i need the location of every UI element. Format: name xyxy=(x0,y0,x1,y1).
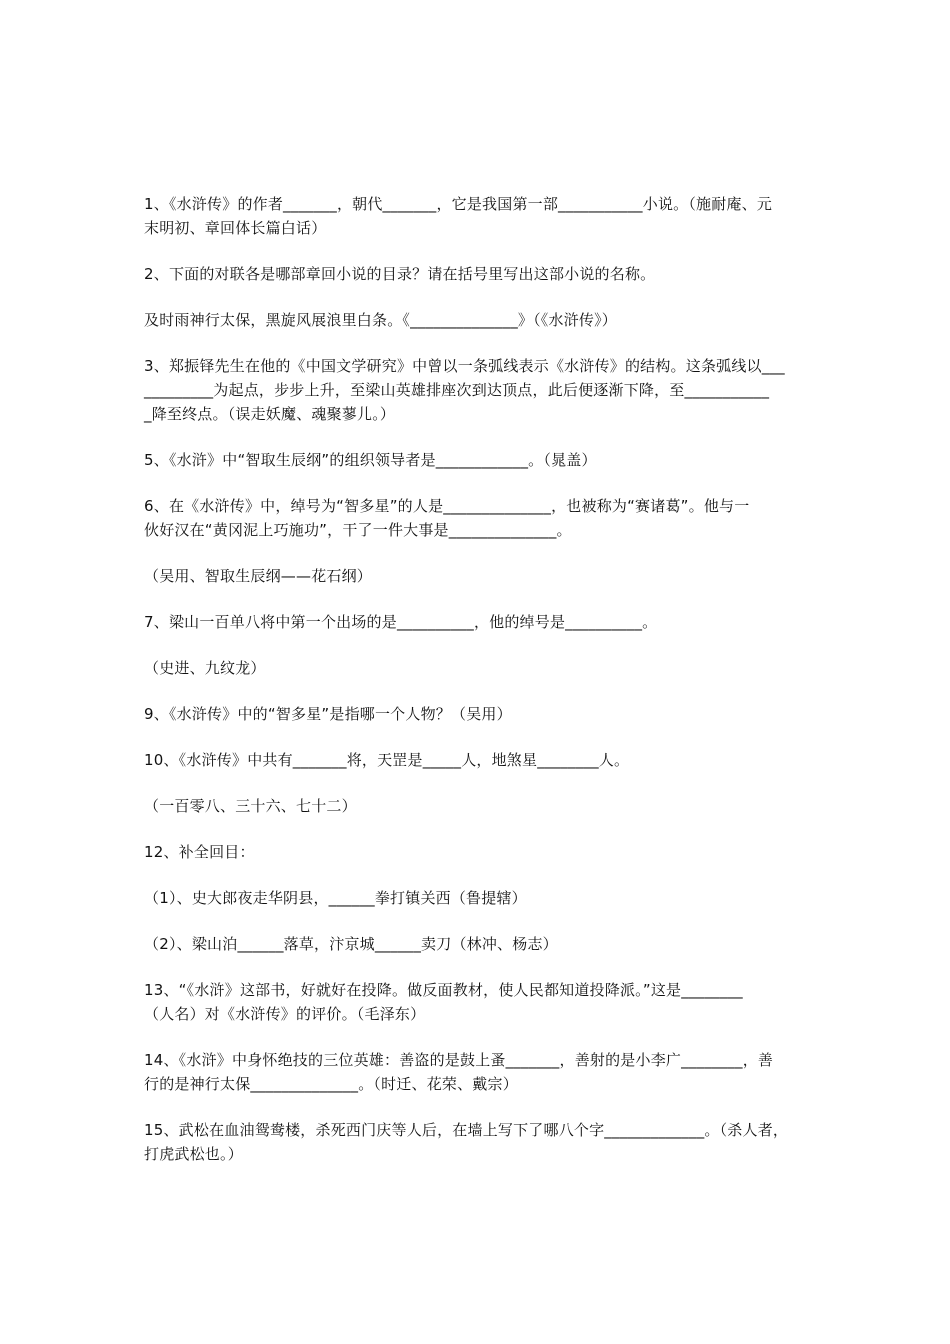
question-12-item-1 xyxy=(144,886,814,910)
question-9-line-1: 9、《水浒传》中的“智多星”是指哪一个人物？（吴用） xyxy=(144,705,512,723)
question-12-item-2-line-1: （2）、梁山泊______落草，汴京城______卖刀（林冲、杨志） xyxy=(144,935,558,953)
question-15 xyxy=(144,1118,814,1166)
question-2-couplet xyxy=(144,308,814,332)
question-12-line-1: 12、补全回目： xyxy=(144,843,255,861)
question-14-line-2: 行的是神行太保______________。（时迁、花荣、戴宗） xyxy=(144,1075,518,1093)
question-7-line-1: 7、梁山一百单八将中第一个出场的是__________，他的绰号是__________。 xyxy=(144,613,658,631)
question-5-line-1: 5、《水浒》中“智取生辰纲”的组织领导者是____________。（晁盖） xyxy=(144,451,597,469)
question-list xyxy=(144,192,814,1188)
question-2 xyxy=(144,262,814,286)
question-10-answer-line-1: （一百零八、三十六、七十二） xyxy=(144,797,357,815)
question-6-answer xyxy=(144,564,814,588)
question-6-answer-line-1: （吴用、智取生辰纲——花石纲） xyxy=(144,567,373,585)
question-2-line-1: 2、下面的对联各是哪部章回小说的目录？请在括号里写出这部小说的名称。 xyxy=(144,265,656,283)
question-12 xyxy=(144,840,814,864)
question-10-line-1: 10、《水浒传》中共有_______将，天罡是_____人，地煞星________人。 xyxy=(144,751,630,769)
question-7-answer-line-1: （史进、九纹龙） xyxy=(144,659,266,677)
question-12-item-2 xyxy=(144,932,814,956)
question-13-line-2: （人名）对《水浒传》的评价。（毛泽东） xyxy=(144,1005,426,1023)
question-3 xyxy=(144,354,814,426)
question-13-line-1: 13、“《水浒》这部书，好就好在投降。做反面教材，使人民都知道投降派。”这是________ xyxy=(144,981,743,999)
question-3-line-3: _降至终点。（误走妖魔、魂聚蓼儿。） xyxy=(144,405,396,423)
question-6-line-2: 伙好汉在“黄冈泥上巧施功”，干了一件大事是______________。 xyxy=(144,521,572,539)
question-2-couplet-line-1: 及时雨神行太保，黑旋风展浪里白条。《______________》（《水浒传》） xyxy=(144,311,618,329)
question-5 xyxy=(144,448,814,472)
question-7 xyxy=(144,610,814,634)
question-12-item-1-line-1: （1）、史大郎夜走华阴县，______拳打镇关西（鲁提辖） xyxy=(144,889,527,907)
question-14-line-1: 14、《水浒》中身怀绝技的三位英雄：善盗的是鼓上蚤_______，善射的是小李广________，善 xyxy=(144,1051,774,1069)
question-10-answer xyxy=(144,794,814,818)
question-6 xyxy=(144,494,814,542)
question-9 xyxy=(144,702,814,726)
question-13 xyxy=(144,978,814,1026)
question-1-line-1: 1、《水浒传》的作者_______，朝代_______，它是我国第一部___________小说。（施耐庵、元 xyxy=(144,195,773,213)
question-3-line-2: _________为起点，步步上升，至梁山英雄排座次到达顶点，此后便逐渐下降，至___________ xyxy=(144,381,770,399)
question-10 xyxy=(144,748,814,772)
question-14 xyxy=(144,1048,814,1096)
question-1-line-2: 末明初、章回体长篇白话） xyxy=(144,219,327,237)
question-6-line-1: 6、在《水浒传》中，绰号为“智多星”的人是______________，也被称为“赛诸葛”。他与一 xyxy=(144,497,750,515)
question-15-line-2: 打虎武松也。） xyxy=(144,1145,243,1163)
question-15-line-1: 15、武松在血油鸳鸯楼，杀死西门庆等人后，在墙上写下了哪八个字_____________。（杀人者， xyxy=(144,1121,789,1139)
question-1 xyxy=(144,192,814,240)
question-3-line-1: 3、郑振铎先生在他的《中国文学研究》中曾以一条弧线表示《水浒传》的结构。这条弧线以___ xyxy=(144,357,785,375)
question-7-answer xyxy=(144,656,814,680)
